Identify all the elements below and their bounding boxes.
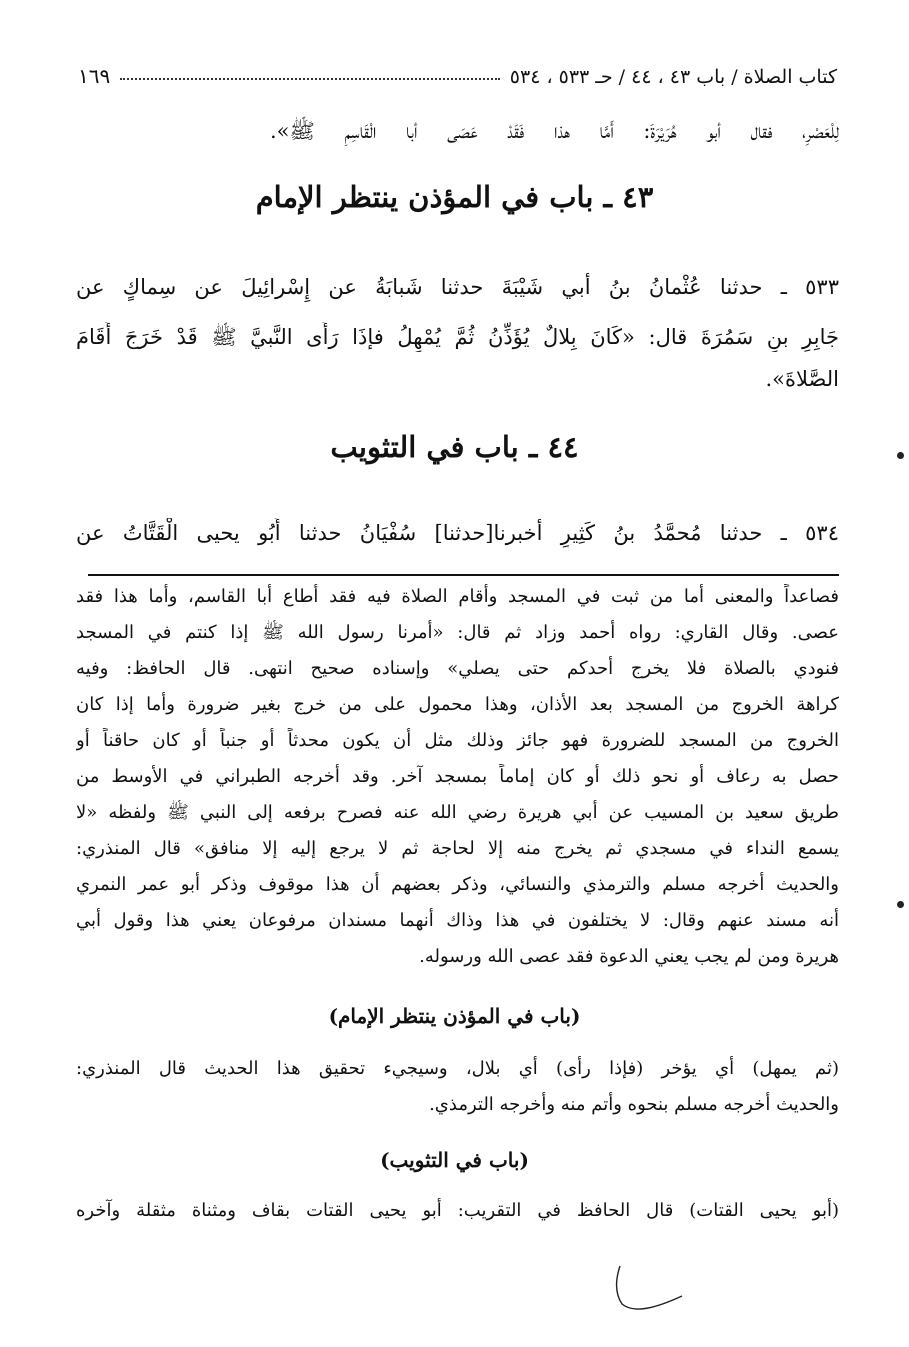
footnote-divider xyxy=(88,574,839,576)
footnote-line: الخروج من المسجد للضرورة فهو جائز وذلك مثل أن يكون محدثاً أو جنباً أو كان حاقناً أو xyxy=(76,730,839,751)
footnote-line: والحديث أخرجه مسلم والترمذي والنسائي، وذكر بعضهم أن هذا موقوف وذكر أبو عمر النمري xyxy=(76,874,839,895)
footnote-heading-tathwib: (باب في التثويب) xyxy=(380,1148,529,1172)
footnote-line: يسمع النداء في مسجدي ثم يخرج منه إلا لحاجة ثم لا يرجع إليه إلا منافق» قال المنذري: xyxy=(76,838,839,859)
leader-dots xyxy=(120,77,500,80)
footnote-line: هريرة ومن لم يجب يعني الدعوة فقد عصى الله ورسوله. xyxy=(419,946,839,967)
footnote-line: طريق سعيد بن المسيب عن أبي هريرة رضي الله عنه فصرح برفعه إلى النبي ﷺ ولفظه «لا xyxy=(76,802,839,823)
hadith-533-line-3: الصَّلاةَ». xyxy=(765,367,839,391)
footnote-line: عصى. وقال القاري: رواه أحمد وزاد ثم قال: «أمرنا رسول الله ﷺ إذا كنتم في المسجد xyxy=(76,622,839,643)
margin-dot xyxy=(897,452,904,459)
chapter-heading-44: ٤٤ ـ باب في التثويب xyxy=(330,430,579,464)
chapter-heading-43: ٤٣ ـ باب في المؤذن ينتظر الإمام xyxy=(255,180,654,214)
footnote-line: أنه مسند عنهم وقال: لا يختلفون في هذا وذاك أنهما مسندان مرفوعان يعني هذا وقول أبي xyxy=(76,910,839,931)
footnote-line: (أبو يحيى القتات) قال الحافظ في التقريب: أبو يحيى القتات بقاف ومثناة مثقلة وآخره xyxy=(76,1200,839,1221)
pen-mark-icon xyxy=(610,1262,690,1322)
hadith-533-line-1: ٥٣٣ ـ حدثنا عُثْمانُ بنُ أبي شَيْبَةَ حدثنا شَبابَةُ عن إِسْرائِيلَ عن سِماكٍ عن xyxy=(76,275,839,299)
footnote-line: فنودي بالصلاة فلا يخرج أحدكم حتى يصلي» وإسناده صحيح انتهى. قال الحافظ: وفيه xyxy=(76,658,839,679)
hadith-533-line-2: جَابِرِ بنِ سَمُرَةَ قال: «كَانَ بِلالٌ يُؤَذِّنُ ثُمَّ يُمْهِلُ فإذَا رَأَى النَّبيَّ ﷺ قَدْ خَرَجَ أَقَامَ xyxy=(76,325,839,349)
footnote-line: (ثم يمهل) أي يؤخر (فإذا رأى) أي بلال، وسيجيء تحقيق هذا الحديث قال المنذري: xyxy=(76,1058,839,1079)
footnote-line: فصاعداً والمعنى أما من ثبت في المسجد وأقام الصلاة فيه فقد أطاع أبا القاسم، وأما هذا فقد xyxy=(76,586,839,607)
footnote-line: حصل به رعاف أو نحو ذلك أو كان إماماً بمسجد آخر. وقد أخرجه الطبراني في الأوسط من xyxy=(76,766,839,787)
running-title: كتاب الصلاة / باب ٤٣ ، ٤٤ / حـ ٥٣٣ ، ٥٣٤ xyxy=(509,66,837,88)
margin-dot xyxy=(897,901,904,908)
running-header xyxy=(78,52,837,88)
main-text-line: لِلْعَصْرِ، فقال أبو هُرَيْرَةَ: أَمَّا هذا فَقَدْ عَصَى أبا الْقَاسِمِ ﷺ». xyxy=(270,119,839,143)
footnote-line: كراهة الخروج من المسجد بعد الأذان، وهذا محمول على من خرج بغير ضرورة وأما إذا كان xyxy=(76,694,839,715)
footnote-line: والحديث أخرجه مسلم بنحوه وأتم منه وأخرجه الترمذي. xyxy=(429,1094,839,1115)
footnote-heading-imam: (باب في المؤذن ينتظر الإمام) xyxy=(328,1004,581,1028)
page-number: ١٦٩ xyxy=(78,64,111,88)
hadith-534-line-1: ٥٣٤ ـ حدثنا مُحمَّدُ بنُ كَثِيرٍ أخبرنا[حدثنا] سُفْيَانُ حدثنا أَبُو يحيى الْقَتَّاتُ عن xyxy=(76,521,839,545)
